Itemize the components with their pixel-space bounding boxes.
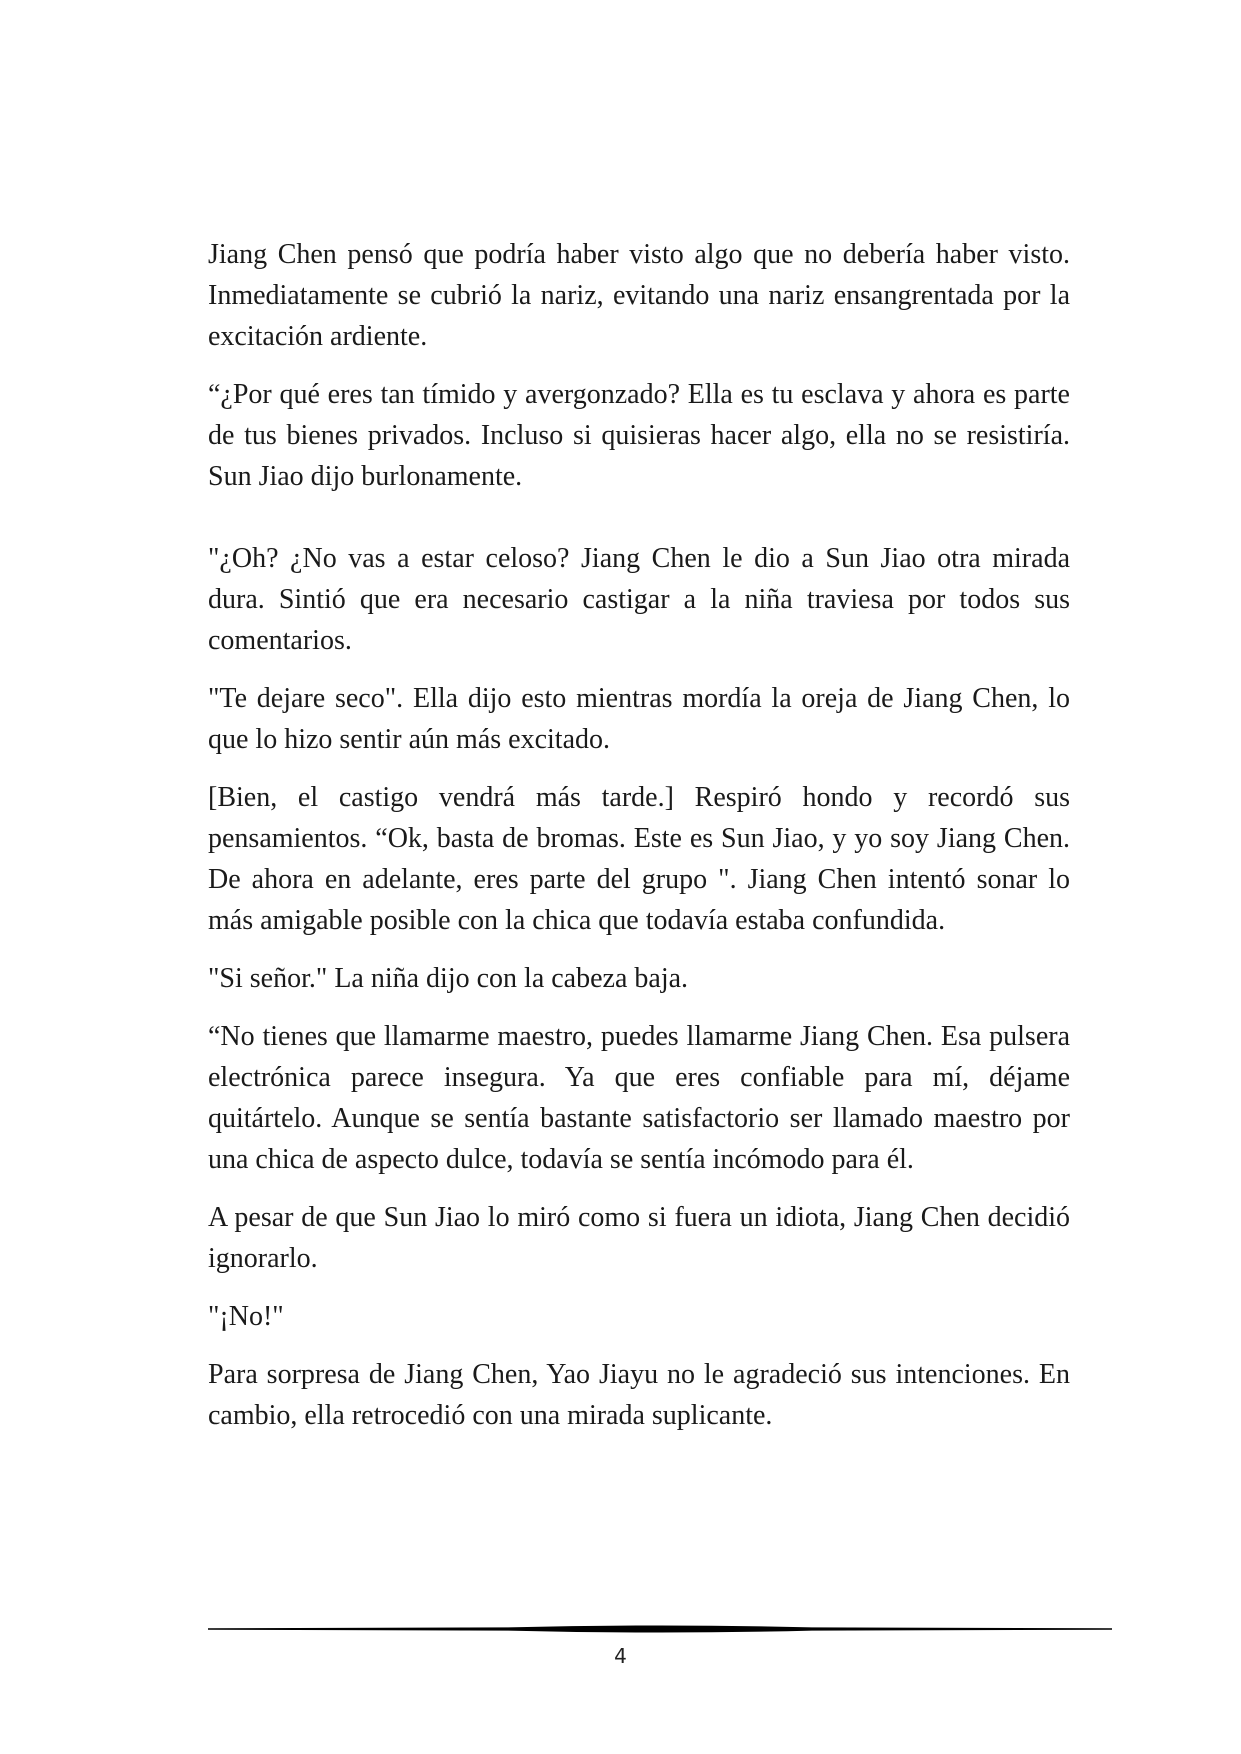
paragraph: Para sorpresa de Jiang Chen, Yao Jiayu no le agradeció sus intenciones. En cambio, ella retrocedió con una mirada suplicante. <box>208 1359 1070 1431</box>
paragraph: “¿Por qué eres tan tímido y avergonzado? Ella es tu esclava y ahora es parte de tus bienes privados. Incluso si quisieras hacer algo, ella no se resistiría. Sun Jiao dijo burlonamente. <box>208 379 1070 492</box>
paragraph: “No tienes que llamarme maestro, puedes llamarme Jiang Chen. Esa pulsera electrónica parece insegura. Ya que eres confiable para mí, déjame quitártelo. Aunque se sentía bastante satisfactorio ser llamado maestro por una chica de aspecto dulce, todavía se sentía incómodo para él. <box>208 1021 1070 1175</box>
paragraph: Jiang Chen pensó que podría haber visto algo que no debería haber visto. Inmediatamente se cubrió la nariz, evitando una nariz ensangrentada por la excitación ardiente. <box>208 239 1070 352</box>
paragraph: "¡No!" <box>208 1301 284 1332</box>
page-number: 4 <box>614 1644 627 1668</box>
paragraph: [Bien, el castigo vendrá más tarde.] Respiró hondo y recordó sus pensamientos. “Ok, basta de bromas. Este es Sun Jiao, y yo soy Jiang Chen. De ahora en adelante, eres parte del grupo ". Jiang Chen intentó sonar lo más amigable posible con la chica que todavía estaba confundida. <box>208 782 1070 936</box>
body-text <box>208 234 1070 1453</box>
paragraph: "Si señor." La niña dijo con la cabeza baja. <box>208 963 689 994</box>
paragraph: A pesar de que Sun Jiao lo miró como si fuera un idiota, Jiang Chen decidió ignorarlo. <box>208 1202 1070 1274</box>
paragraph: "¿Oh? ¿No vas a estar celoso? Jiang Chen le dio a Sun Jiao otra mirada dura. Sintió que era necesario castigar a la niña traviesa por todos sus comentarios. <box>208 543 1070 656</box>
footer-divider-stroke <box>208 1625 1112 1632</box>
footer-divider <box>208 1622 1112 1636</box>
paragraph: "Te dejare seco". Ella dijo esto mientras mordía la oreja de Jiang Chen, lo que lo hizo sentir aún más excitado. <box>208 683 1070 755</box>
